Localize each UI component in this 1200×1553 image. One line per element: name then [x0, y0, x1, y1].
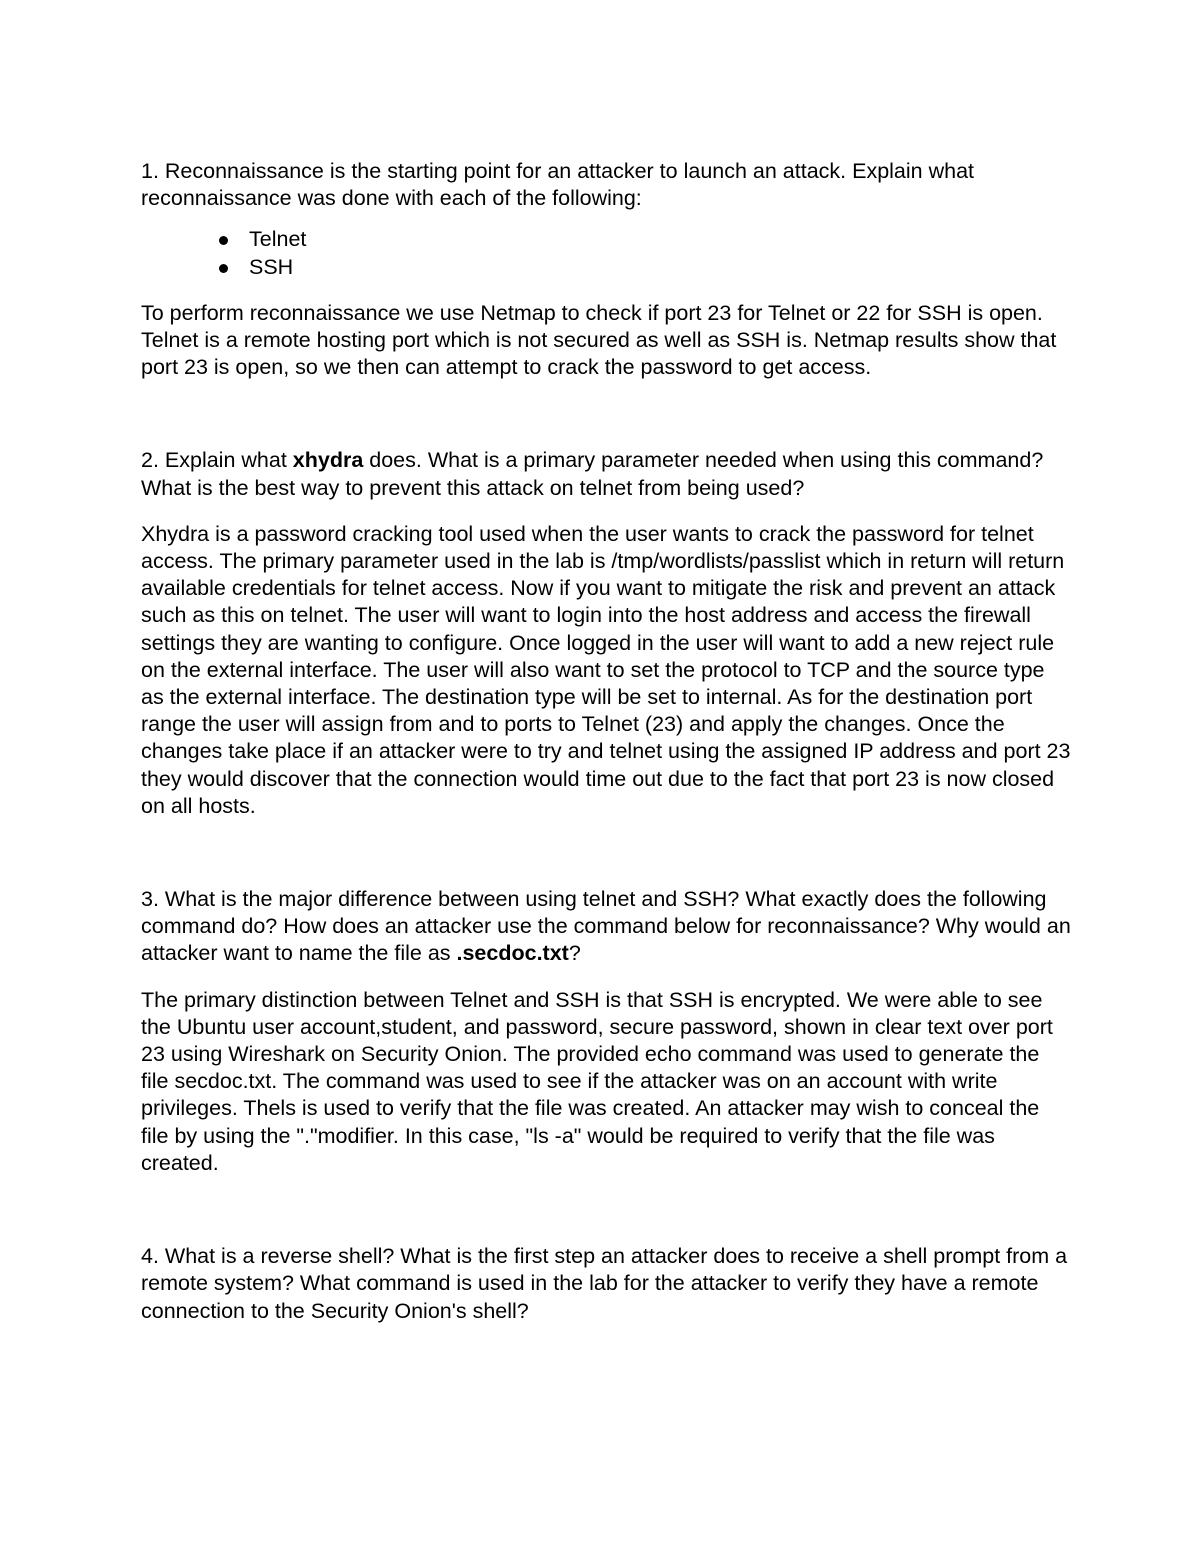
bullet-list [141, 226, 1071, 280]
question-2-text-rest: does. What is a primary parameter needed when using this command? What is the best way to prevent this attack on telnet from being used? [141, 448, 1044, 500]
bullet-label: SSH [249, 254, 294, 279]
answer-1: To perform reconnaissance we use Netmap to check if port 23 for Telnet or 22 for SSH is open. Telnet is a remote hosting port which is not secured as well as SSH is. Netmap results show that port 23 is open, so we then can attempt to crack the password to get access. [141, 300, 1057, 380]
bullet-item [141, 226, 1071, 253]
question-2-keyword: xhydra [292, 448, 364, 473]
section-spacer [141, 820, 1071, 886]
answer-3: The primary distinction between Telnet and SSH is that SSH is encrypted. We were able to see the Ubuntu user account,student, and password, secure password, shown in clear text over port 23 using Wireshark on Security Onion. The provided echo command was used to generate the file secdoc.txt. The command was used to see if the attacker was on an account with write privileges. Thels is used to verify that the file was created. An attacker may wish to conceal the file by using the "."modifier. In this case, "ls -a" would be required to verify that the file was created. [141, 987, 1053, 1175]
bullet-label: Telnet [249, 227, 307, 252]
question-3 [141, 886, 1071, 968]
bullet-dot-icon [219, 236, 228, 245]
section-spacer [141, 381, 1071, 447]
section-spacer [141, 1177, 1071, 1243]
question-4: 4. What is a reverse shell? What is the first step an attacker does to receive a shell prompt from a remote system? What command is used in the lab for the attacker to verify they have a remote connection to the Security Onion's shell? [141, 1244, 1068, 1323]
question-3-text-rest: ? [568, 941, 581, 966]
question-3-keyword: .secdoc.txt [456, 941, 569, 966]
question-1: 1. Reconnaissance is the starting point for an attacker to launch an attack. Explain what reconnaissance was done with each of the following: [141, 159, 975, 211]
question-2 [141, 447, 1071, 501]
question-2-text: 2. Explain what [141, 448, 293, 473]
document-page [141, 158, 1071, 1325]
bullet-item [141, 254, 1071, 281]
question-3-text: 3. What is the major difference between using telnet and SSH? What exactly does the following command do? How does an attacker use the command below for reconnaissance? Why would an attacker want to name the file as [141, 887, 1071, 966]
bullet-dot-icon [219, 264, 228, 273]
answer-2: Xhydra is a password cracking tool used when the user wants to crack the password for telnet access. The primary parameter used in the lab is /tmp/wordlists/passlist which in return will return available credentials for telnet access. Now if you want to mitigate the risk and prevent an attack such as this on telnet. The user will want to login into the host address and access the firewall settings they are wanting to configure. Once logged in the user will want to add a new reject rule on the external interface. The user will also want to set the protocol to TCP and the source type as the external interface. The destination type will be set to internal. As for the destination port range the user will assign from and to ports to Telnet (23) and apply the changes. Once the changes take place if an attacker were to try and telnet using the assigned IP address and port 23 they would discover that the connection would time out due to the fact that port 23 is now closed on all hosts. [141, 521, 1071, 818]
